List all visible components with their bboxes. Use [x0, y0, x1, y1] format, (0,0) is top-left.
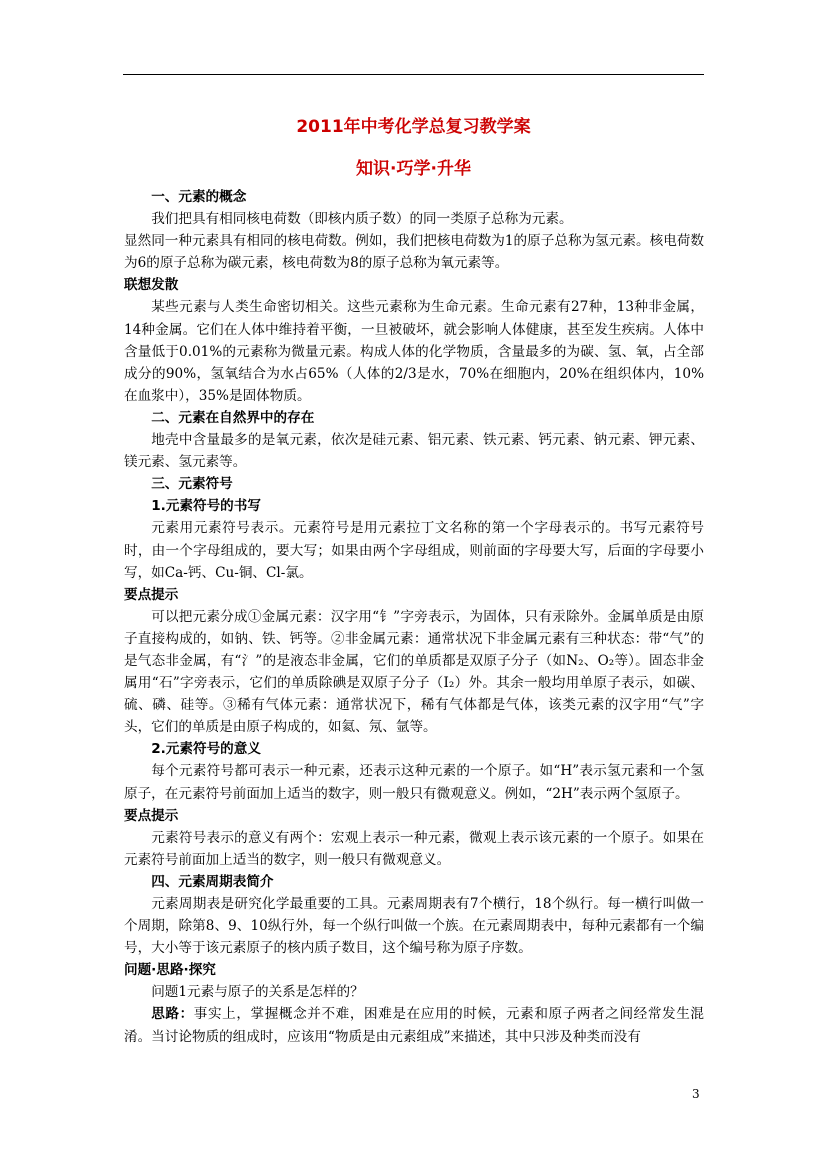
- document-subtitle: 知识·巧学·升华: [356, 159, 471, 179]
- paragraph: 元素用元素符号表示。元素符号是用元素拉丁文名称的第一个字母表示的。书写元素符号时，由一个字母组成的，要大写；如果由两个字母组成，则前面的字母要大写，后面的字母要小写，如Ca-钙、Cu-铜、Cl-氯。: [124, 520, 704, 581]
- paragraph: 某些元素与人类生命密切相关。这些元素称为生命元素。生命元素有27种，13种非金属，14种金属。它们在人体中维持着平衡，一旦被破坏，就会影响人体健康，甚至发生疾病。人体中含量低于0.01%的元素称为微量元素。构成人体的化学物质，含量最多的为碳、氢、氧，占全部成分的90%，氢氧结合为水占65%（人体的2/3是水，70%在细胞内，20%在组织体内，10%在血浆中），35%是固体物质。: [124, 299, 704, 404]
- thinking-text: 事实上，掌握概念并不难，困难是在应用的时候，元素和原子两者之间经常发生混淆。当讨论物质的组成时，应该用“物质是由元素组成”来描述，其中只涉及种类而没有: [124, 1006, 705, 1045]
- thinking-label: 思路：: [151, 1006, 194, 1023]
- sub-heading-lianxiang: 联想发散: [124, 277, 179, 294]
- section-heading-4: 四、元素周期表简介: [151, 873, 274, 890]
- page-number: 3: [692, 1087, 700, 1101]
- paragraph: [124, 1003, 704, 1047]
- sub-heading-key-points-2: 要点提示: [124, 807, 179, 824]
- sub-heading-symbol-writing: 1.元素符号的书写: [151, 498, 261, 515]
- sub-heading-symbol-meaning: 2.元素符号的意义: [151, 741, 261, 758]
- question-text: 问题1元素与原子的关系是怎样的？: [151, 984, 364, 1001]
- paragraph: 元素周期表是研究化学最重要的工具。元素周期表有7个横行，18个纵行。每一横行叫做一个周期，除第8、9、10纵行外，每一个纵行叫做一个族。在元素周期表中，每种元素都有一个编号，大小等于该元素原子的核内质子数目，这个编号称为原子序数。: [124, 896, 704, 957]
- document-title: 2011年中考化学总复习教学案: [296, 117, 531, 137]
- paragraph: 我们把具有相同核电荷数（即核内质子数）的同一类原子总称为元素。: [151, 211, 573, 228]
- paragraph: 地壳中含量最多的是氧元素，依次是硅元素、铝元素、铁元素、钙元素、钠元素、钾元素、镁元素、氢元素等。: [124, 432, 704, 471]
- section-heading-2: 二、元素在自然界中的存在: [151, 409, 315, 426]
- paragraph: 每个元素符号都可表示一种元素，还表示这种元素的一个原子。如“H”表示氢元素和一个氢原子，在元素符号前面加上适当的数字，则一般只有微观意义。例如，“2H”表示两个氢原子。: [124, 763, 704, 802]
- section-heading-1: 一、元素的概念: [151, 189, 247, 205]
- sub-heading-questions: 问题·思路·探究: [124, 962, 216, 979]
- section-heading-3: 三、元素符号: [151, 476, 233, 493]
- paragraph: 显然同一种元素具有相同的核电荷数。例如，我们把核电荷数为1的原子总称为氢元素。核电荷数为6的原子总称为碳元素，核电荷数为8的原子总称为氧元素等。: [124, 233, 704, 272]
- sub-heading-key-points-1: 要点提示: [124, 586, 179, 603]
- paragraph: 可以把元素分成①金属元素：汉字用“钅”字旁表示，为固体，只有汞除外。金属单质是由原子直接构成的，如钠、铁、钙等。②非金属元素：通常状况下非金属元素有三种状态：带“气”的是气态非金属，有“氵”的是液态非金属，它们的单质都是双原子分子（如N₂、O₂等）。固态非金属用“石”字旁表示，它们的单质除碘是双原子分子（I₂）外。其余一般均用单原子表示，如碳、硫、磷、硅等。③稀有气体元素：通常状况下，稀有气体都是气体，该类元素的汉字用“气”字头，它们的单质是由原子构成的，如氦、氖、氩等。: [124, 608, 704, 736]
- header-rule: [123, 74, 704, 75]
- document-body: [124, 186, 704, 1048]
- paragraph: 元素符号表示的意义有两个：宏观上表示一种元素，微观上表示该元素的一个原子。如果在元素符号前面加上适当的数字，则一般只有微观意义。: [124, 829, 704, 868]
